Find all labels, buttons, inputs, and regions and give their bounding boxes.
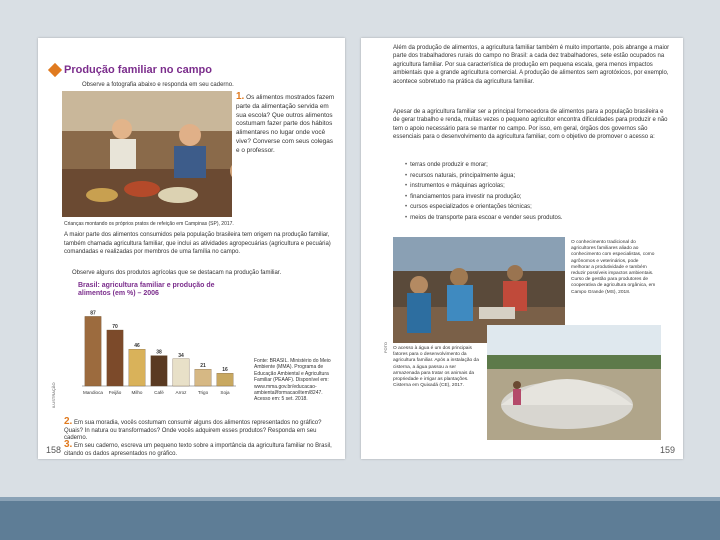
question-3-number: 3. [64, 439, 73, 450]
bar-milho [129, 349, 145, 386]
category-label: Arroz [175, 390, 187, 395]
data-label: 87 [90, 310, 96, 317]
question-2-number: 2. [64, 416, 73, 427]
bar-mandioca [85, 316, 101, 386]
access-list [397, 160, 667, 224]
right-paragraph-1: Além da produção de alimentos, a agricultura familiar também é muito importante, pois abrange a maior parte dos trabalhadores rurais do campo no Brasil: a cada dez trabalhadores, sete estão ocupados na agricultura familiar. Por sua característica de produção em pequena escala, gera menos impactos ambientais que a grande agricultura comercial. A produção de alimentos sem agrotóxicos, por exemplo, acontece sobretudo na prática da agricultura familiar. [393, 45, 670, 85]
bar-arroz [173, 359, 189, 386]
data-label: 46 [134, 343, 140, 350]
bottom-bar [0, 497, 720, 540]
cistern-photo [487, 325, 661, 440]
question-1-number: 1. [236, 91, 245, 102]
data-label: 34 [178, 352, 184, 359]
category-label: Mandioca [83, 390, 103, 395]
category-label: Feijão [108, 390, 122, 395]
bullet-item: • instrumentos e máquinas agrícolas; [405, 181, 667, 192]
question-2-text: Em sua moradia, vocês costumam consumir alguns dos alimentos representados no gráfico? Quais? In natura ou transformados? Onde vocês adquirem esses produtos? Responda em seu caderno. [64, 420, 322, 442]
right-page [361, 38, 683, 459]
question-3-text: Em seu caderno, escreva um pequeno texto sobre a importância da agricultura familiar no Brasil, citando os dados apresentados no gráfico. [64, 443, 332, 457]
chart-source: Fonte: BRASIL. Ministério do Meio Ambiente (MMA). Programa de Educação Ambiental e Agricultura Familiar (PEAAF). Disponível em: www.mma.gov.br/educacao-ambiental/formacao/item/8247. Acesso em: 5 set. 2018. [254, 358, 331, 403]
category-label: Milho [131, 390, 143, 395]
data-label: 16 [222, 367, 228, 374]
bar-trigo [195, 369, 211, 386]
bullet-item: • cursos especializados e orientações técnicas; [405, 202, 667, 213]
question-1-text: Os alimentos mostrados fazem parte da alimentação servida em sua escola? Que outros alimentos costumam fazer parte dos hábitos alimentares no lugar onde você vive? Converse com seus colegas e o professor. [236, 94, 335, 154]
chart-title: Brasil: agricultura familiar e produção de alimentos (em %) – 2006 [78, 282, 215, 297]
bullet-item: • financiamentos para investir na produção; [405, 192, 667, 203]
left-page [38, 38, 345, 459]
vertical-credit: ILUSTRAÇÃO [51, 382, 56, 408]
bar-soja [217, 373, 233, 386]
category-label: Café [154, 390, 164, 395]
category-label: Trigo [197, 390, 209, 395]
page-number-right: 159 [659, 445, 675, 455]
bullet-item: • meios de transporte para escoar e vender seus produtos. [405, 213, 667, 224]
bullet-item: • terras onde produzir e morar; [405, 160, 667, 171]
section-marker-icon [48, 63, 62, 77]
page-title [50, 64, 212, 76]
data-label: 38 [156, 349, 162, 356]
page-number-left: 158 [46, 445, 62, 455]
question-1 [236, 93, 336, 156]
paragraph-1: A maior parte dos alimentos consumidos pela população brasileira tem origem na produção familiar, também chamada agricultura familiar, que inclui as atividades agropecuárias (agricultura e pecuária) comandadas e realizadas por membros de uma família no campo. [64, 232, 331, 256]
intro-text: Observe a fotografia abaixo e responda em seu caderno. [82, 82, 234, 88]
category-label: Soja [220, 390, 230, 395]
page-title-text: Produção familiar no campo [64, 64, 212, 76]
bullet-item: • recursos naturais, principalmente água; [405, 171, 667, 182]
bar-feijão [107, 330, 123, 386]
question-2 [64, 418, 336, 443]
right-paragraph-2: Apesar de a agricultura familiar ser a principal fornecedora de alimentos para a população brasileira e de gerar trabalho e renda, muitas vezes o pequeno agricultor encontra dificuldades para produzir e não tem o apoio necessário para se manter no campo. Por isso, em geral, órgãos dos governos são essenciais para o desenvolvimento da agricultura familiar, com o objetivo de promover o acesso a: [393, 109, 668, 141]
bar-café [151, 356, 167, 386]
paragraph-2: Observe alguns dos produtos agrícolas que se destacam na produção familiar. [72, 270, 282, 276]
children-photo-art [62, 91, 232, 217]
question-3 [64, 441, 336, 458]
children-photo [62, 91, 232, 217]
chart [78, 282, 240, 400]
course-caption: O conhecimento tradicional do agricultores familiares aliado ao conhecimento com especialistas, como agrônomos e veterinários, pode melhorar a produtividade e também reduzir possíveis impactos ambientais. Curso de gestão para produtores de cooperativa de agricultura orgânica, em Campo Grande (MS), 2018. [571, 240, 656, 295]
cistern-caption: O acesso à água é um dos principais fatores para o desenvolvimento da agricultura familiar. Após a instalação da cisterna, a água passou a ser armazenada para tratar os animais da propriedade e irrigar as plantações. Cisterna em Quixadá (CE), 2017. [393, 346, 479, 389]
data-label: 21 [200, 363, 206, 370]
data-label: 70 [112, 324, 118, 330]
photo-caption: Crianças montando os próprios pratos de refeição em Campinas (SP), 2017. [64, 221, 234, 227]
vertical-credit-right: FOTO [383, 341, 388, 353]
bottom-bar-stripe [0, 497, 720, 501]
bullet-list [397, 160, 667, 224]
cistern-photo-art [487, 325, 661, 440]
bar-chart [78, 298, 240, 398]
